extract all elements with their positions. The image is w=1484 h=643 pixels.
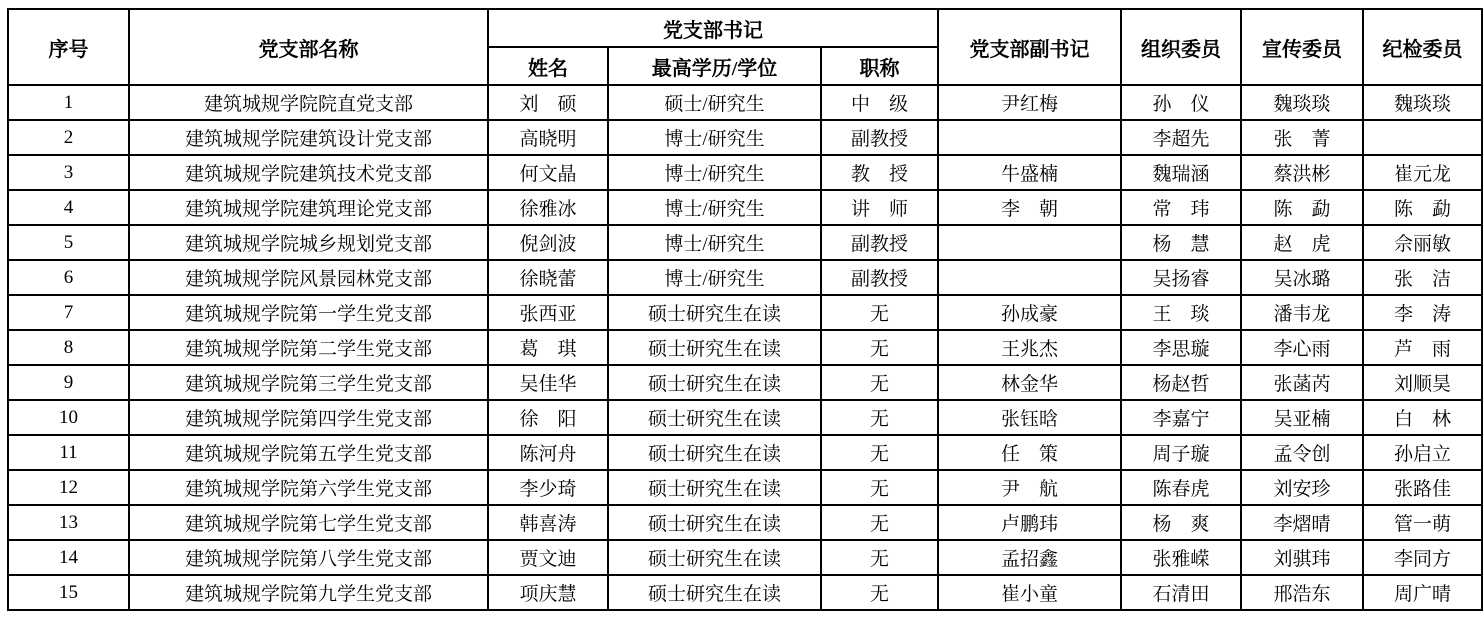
party-branch-roster-table — [7, 8, 1483, 611]
cell-discipline_member: 张路佳 — [1363, 470, 1482, 505]
header-secretary-title: 职称 — [821, 47, 938, 85]
cell-organization_member: 吴扬睿 — [1121, 260, 1241, 295]
cell-secretary_degree: 硕士研究生在读 — [608, 505, 821, 540]
cell-discipline_member: 李 涛 — [1363, 295, 1482, 330]
header-organization-member: 组织委员 — [1121, 9, 1241, 85]
cell-secretary_name: 吴佳华 — [488, 365, 608, 400]
cell-deputy_secretary: 李 朝 — [938, 190, 1121, 225]
cell-publicity_member: 赵 虎 — [1241, 225, 1363, 260]
table-row — [8, 155, 1482, 190]
cell-discipline_member: 佘丽敏 — [1363, 225, 1482, 260]
header-serial: 序号 — [8, 9, 129, 85]
cell-organization_member: 李超先 — [1121, 120, 1241, 155]
cell-deputy_secretary: 卢鹏玮 — [938, 505, 1121, 540]
cell-discipline_member: 李同方 — [1363, 540, 1482, 575]
cell-deputy_secretary: 任 策 — [938, 435, 1121, 470]
cell-branch_name: 建筑城规学院建筑理论党支部 — [129, 190, 488, 225]
cell-discipline_member: 崔元龙 — [1363, 155, 1482, 190]
cell-deputy_secretary — [938, 225, 1121, 260]
cell-secretary_title: 无 — [821, 505, 938, 540]
table-row — [8, 435, 1482, 470]
cell-secretary_title: 无 — [821, 470, 938, 505]
cell-publicity_member: 邢浩东 — [1241, 575, 1363, 610]
cell-branch_name: 建筑城规学院第三学生党支部 — [129, 365, 488, 400]
cell-secretary_degree: 硕士研究生在读 — [608, 575, 821, 610]
table-row — [8, 575, 1482, 610]
cell-serial: 10 — [8, 400, 129, 435]
cell-secretary_degree: 硕士研究生在读 — [608, 435, 821, 470]
cell-deputy_secretary: 张钰晗 — [938, 400, 1121, 435]
cell-discipline_member: 刘顺昊 — [1363, 365, 1482, 400]
cell-deputy_secretary: 孟招鑫 — [938, 540, 1121, 575]
cell-secretary_name: 贾文迪 — [488, 540, 608, 575]
cell-discipline_member: 魏琰琰 — [1363, 85, 1482, 120]
cell-secretary_name: 韩喜涛 — [488, 505, 608, 540]
table-row — [8, 470, 1482, 505]
cell-serial: 4 — [8, 190, 129, 225]
cell-secretary_name: 李少琦 — [488, 470, 608, 505]
cell-branch_name: 建筑城规学院第四学生党支部 — [129, 400, 488, 435]
table-row — [8, 400, 1482, 435]
cell-deputy_secretary: 孙成豪 — [938, 295, 1121, 330]
cell-serial: 15 — [8, 575, 129, 610]
cell-secretary_degree: 硕士/研究生 — [608, 85, 821, 120]
cell-branch_name: 建筑城规学院城乡规划党支部 — [129, 225, 488, 260]
cell-deputy_secretary — [938, 260, 1121, 295]
cell-organization_member: 魏瑞涵 — [1121, 155, 1241, 190]
cell-deputy_secretary: 王兆杰 — [938, 330, 1121, 365]
table-body — [8, 85, 1482, 610]
cell-organization_member: 杨 慧 — [1121, 225, 1241, 260]
table-row — [8, 260, 1482, 295]
table-header — [8, 9, 1482, 85]
header-secretary-degree: 最高学历/学位 — [608, 47, 821, 85]
cell-organization_member: 石清田 — [1121, 575, 1241, 610]
cell-publicity_member: 潘韦龙 — [1241, 295, 1363, 330]
cell-serial: 8 — [8, 330, 129, 365]
cell-secretary_degree: 硕士研究生在读 — [608, 540, 821, 575]
header-secretary-group: 党支部书记 — [488, 9, 938, 47]
cell-secretary_name: 徐 阳 — [488, 400, 608, 435]
cell-serial: 7 — [8, 295, 129, 330]
cell-secretary_title: 副教授 — [821, 225, 938, 260]
cell-secretary_degree: 博士/研究生 — [608, 155, 821, 190]
cell-secretary_name: 徐雅冰 — [488, 190, 608, 225]
cell-branch_name: 建筑城规学院第二学生党支部 — [129, 330, 488, 365]
cell-publicity_member: 魏琰琰 — [1241, 85, 1363, 120]
cell-organization_member: 孙 仪 — [1121, 85, 1241, 120]
cell-serial: 3 — [8, 155, 129, 190]
cell-secretary_degree: 博士/研究生 — [608, 260, 821, 295]
cell-serial: 9 — [8, 365, 129, 400]
cell-secretary_title: 无 — [821, 540, 938, 575]
cell-secretary_degree: 硕士研究生在读 — [608, 295, 821, 330]
cell-secretary_degree: 博士/研究生 — [608, 225, 821, 260]
cell-discipline_member: 芦 雨 — [1363, 330, 1482, 365]
cell-branch_name: 建筑城规学院第八学生党支部 — [129, 540, 488, 575]
cell-deputy_secretary: 林金华 — [938, 365, 1121, 400]
cell-secretary_degree: 博士/研究生 — [608, 120, 821, 155]
cell-discipline_member: 陈 勐 — [1363, 190, 1482, 225]
cell-organization_member: 张雅嵘 — [1121, 540, 1241, 575]
cell-publicity_member: 吴冰璐 — [1241, 260, 1363, 295]
cell-secretary_name: 葛 琪 — [488, 330, 608, 365]
cell-secretary_title: 无 — [821, 295, 938, 330]
cell-secretary_degree: 硕士研究生在读 — [608, 400, 821, 435]
cell-branch_name: 建筑城规学院院直党支部 — [129, 85, 488, 120]
cell-secretary_name: 陈河舟 — [488, 435, 608, 470]
cell-publicity_member: 蔡洪彬 — [1241, 155, 1363, 190]
cell-secretary_title: 无 — [821, 400, 938, 435]
table-row — [8, 365, 1482, 400]
cell-organization_member: 杨 爽 — [1121, 505, 1241, 540]
cell-discipline_member — [1363, 120, 1482, 155]
header-discipline-member: 纪检委员 — [1363, 9, 1482, 85]
cell-secretary_degree: 硕士研究生在读 — [608, 470, 821, 505]
cell-publicity_member: 张菡芮 — [1241, 365, 1363, 400]
cell-deputy_secretary: 牛盛楠 — [938, 155, 1121, 190]
cell-discipline_member: 孙启立 — [1363, 435, 1482, 470]
cell-secretary_name: 高晓明 — [488, 120, 608, 155]
cell-discipline_member: 张 洁 — [1363, 260, 1482, 295]
cell-organization_member: 周子璇 — [1121, 435, 1241, 470]
cell-secretary_name: 何文晶 — [488, 155, 608, 190]
cell-branch_name: 建筑城规学院第七学生党支部 — [129, 505, 488, 540]
cell-serial: 12 — [8, 470, 129, 505]
cell-organization_member: 李嘉宁 — [1121, 400, 1241, 435]
header-branch-name: 党支部名称 — [129, 9, 488, 85]
table-row — [8, 85, 1482, 120]
cell-publicity_member: 陈 勐 — [1241, 190, 1363, 225]
header-secretary-name: 姓名 — [488, 47, 608, 85]
cell-secretary_degree: 博士/研究生 — [608, 190, 821, 225]
cell-organization_member: 李思璇 — [1121, 330, 1241, 365]
table-row — [8, 505, 1482, 540]
cell-branch_name: 建筑城规学院第九学生党支部 — [129, 575, 488, 610]
cell-organization_member: 王 琰 — [1121, 295, 1241, 330]
cell-secretary_name: 张西亚 — [488, 295, 608, 330]
cell-organization_member: 陈春虎 — [1121, 470, 1241, 505]
cell-serial: 6 — [8, 260, 129, 295]
cell-secretary_degree: 硕士研究生在读 — [608, 365, 821, 400]
table-row — [8, 540, 1482, 575]
cell-branch_name: 建筑城规学院建筑技术党支部 — [129, 155, 488, 190]
cell-publicity_member: 孟令创 — [1241, 435, 1363, 470]
cell-branch_name: 建筑城规学院第一学生党支部 — [129, 295, 488, 330]
cell-organization_member: 常 玮 — [1121, 190, 1241, 225]
cell-serial: 5 — [8, 225, 129, 260]
cell-secretary_title: 无 — [821, 330, 938, 365]
cell-secretary_title: 副教授 — [821, 120, 938, 155]
table-row — [8, 225, 1482, 260]
cell-secretary_title: 无 — [821, 435, 938, 470]
cell-serial: 1 — [8, 85, 129, 120]
cell-branch_name: 建筑城规学院建筑设计党支部 — [129, 120, 488, 155]
cell-secretary_title: 讲 师 — [821, 190, 938, 225]
cell-publicity_member: 吴亚楠 — [1241, 400, 1363, 435]
cell-publicity_member: 刘安珍 — [1241, 470, 1363, 505]
cell-secretary_name: 倪剑波 — [488, 225, 608, 260]
cell-secretary_title: 教 授 — [821, 155, 938, 190]
cell-secretary_degree: 硕士研究生在读 — [608, 330, 821, 365]
cell-secretary_name: 徐晓蕾 — [488, 260, 608, 295]
cell-secretary_title: 副教授 — [821, 260, 938, 295]
cell-publicity_member: 李熠晴 — [1241, 505, 1363, 540]
cell-deputy_secretary — [938, 120, 1121, 155]
cell-branch_name: 建筑城规学院风景园林党支部 — [129, 260, 488, 295]
cell-serial: 11 — [8, 435, 129, 470]
cell-serial: 13 — [8, 505, 129, 540]
cell-publicity_member: 张 菁 — [1241, 120, 1363, 155]
cell-organization_member: 杨赵哲 — [1121, 365, 1241, 400]
cell-serial: 14 — [8, 540, 129, 575]
cell-branch_name: 建筑城规学院第五学生党支部 — [129, 435, 488, 470]
header-deputy-secretary: 党支部副书记 — [938, 9, 1121, 85]
cell-serial: 2 — [8, 120, 129, 155]
table-row — [8, 190, 1482, 225]
cell-secretary_title: 无 — [821, 575, 938, 610]
table-row — [8, 295, 1482, 330]
cell-secretary_name: 刘 硕 — [488, 85, 608, 120]
cell-secretary_title: 无 — [821, 365, 938, 400]
table-row — [8, 330, 1482, 365]
table-row — [8, 120, 1482, 155]
cell-secretary_name: 项庆慧 — [488, 575, 608, 610]
cell-discipline_member: 管一萌 — [1363, 505, 1482, 540]
cell-publicity_member: 李心雨 — [1241, 330, 1363, 365]
cell-deputy_secretary: 尹 航 — [938, 470, 1121, 505]
header-publicity-member: 宣传委员 — [1241, 9, 1363, 85]
cell-secretary_title: 中 级 — [821, 85, 938, 120]
cell-branch_name: 建筑城规学院第六学生党支部 — [129, 470, 488, 505]
cell-deputy_secretary: 崔小童 — [938, 575, 1121, 610]
cell-publicity_member: 刘骐玮 — [1241, 540, 1363, 575]
header-row-1 — [8, 9, 1482, 47]
cell-discipline_member: 白 林 — [1363, 400, 1482, 435]
cell-deputy_secretary: 尹红梅 — [938, 85, 1121, 120]
cell-discipline_member: 周广晴 — [1363, 575, 1482, 610]
